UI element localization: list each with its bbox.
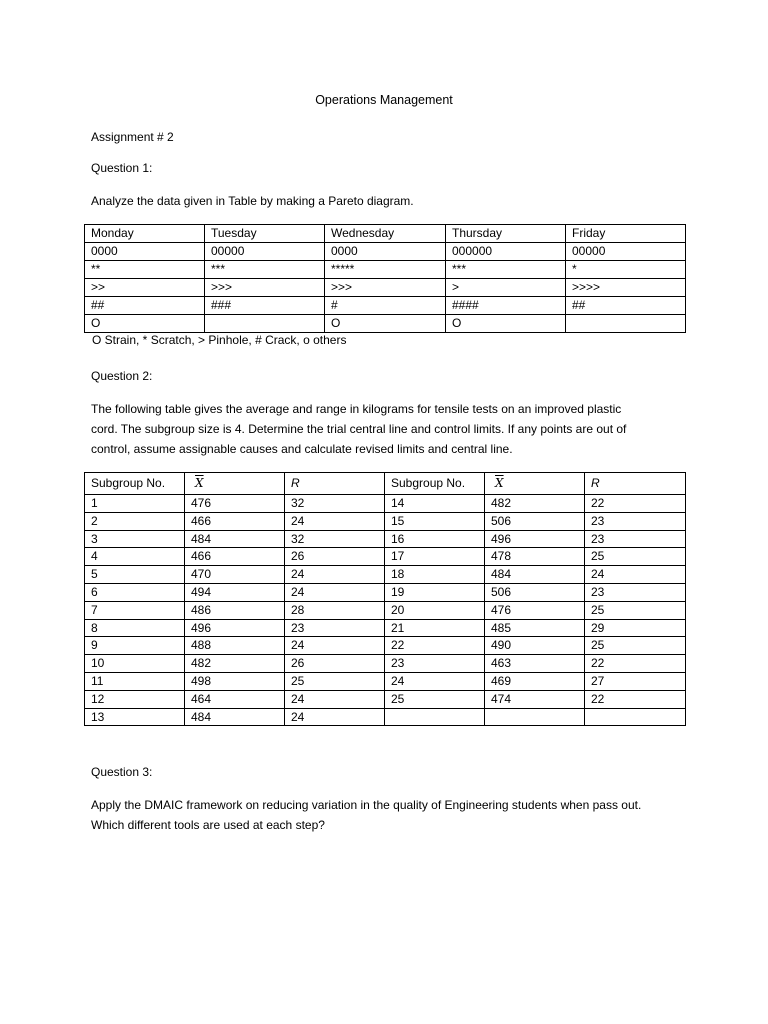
table-cell: 25 <box>585 601 686 619</box>
table-cell: 00000 <box>205 243 325 261</box>
header-cell-xbar <box>485 473 585 495</box>
control-chart-data-table <box>84 472 686 726</box>
table-cell: 484 <box>185 530 285 548</box>
table-cell: >> <box>85 279 205 297</box>
table-cell: 10 <box>85 655 185 673</box>
range-symbol: R <box>591 476 600 490</box>
table-cell: 16 <box>385 530 485 548</box>
question-1-heading: Question 1: <box>91 161 153 175</box>
table-cell: 490 <box>485 637 585 655</box>
header-cell: Tuesday <box>205 225 325 243</box>
table-cell: 496 <box>485 530 585 548</box>
table-cell: *** <box>205 261 325 279</box>
table-cell: 2 <box>85 512 185 530</box>
table-cell: O <box>446 315 566 333</box>
header-cell-subgroup: Subgroup No. <box>385 473 485 495</box>
table-cell: 24 <box>285 583 385 601</box>
table-cell: 23 <box>585 512 686 530</box>
table-cell: 3 <box>85 530 185 548</box>
table-cell: 24 <box>385 672 485 690</box>
table-row <box>85 690 686 708</box>
table-row <box>85 243 686 261</box>
table-cell: 29 <box>585 619 686 637</box>
question-3-heading: Question 3: <box>91 765 153 779</box>
table-cell: 1 <box>85 495 185 513</box>
table-cell: 23 <box>585 530 686 548</box>
table-cell: 476 <box>185 495 285 513</box>
table-cell: O <box>325 315 446 333</box>
table-cell: 28 <box>285 601 385 619</box>
question-2-prompt-line-1: The following table gives the average and range in kilograms for tensile tests on an improved plastic <box>91 402 622 416</box>
table-row <box>85 672 686 690</box>
header-cell-subgroup: Subgroup No. <box>85 473 185 495</box>
table-cell: 23 <box>385 655 485 673</box>
table-cell: 26 <box>285 655 385 673</box>
table-cell: 32 <box>285 495 385 513</box>
header-cell: Thursday <box>446 225 566 243</box>
table-cell: 25 <box>585 548 686 566</box>
pareto-legend: O Strain, * Scratch, > Pinhole, # Crack, o others <box>92 333 347 347</box>
table-cell: >>> <box>205 279 325 297</box>
table-cell: 484 <box>185 708 285 726</box>
header-cell: Friday <box>566 225 686 243</box>
table-cell <box>585 708 686 726</box>
table-row <box>85 708 686 726</box>
table-cell: 486 <box>185 601 285 619</box>
header-cell: Monday <box>85 225 205 243</box>
table-cell: 482 <box>185 655 285 673</box>
table-cell: 24 <box>285 690 385 708</box>
header-cell-range <box>585 473 686 495</box>
table-cell: >>> <box>325 279 446 297</box>
table-cell: 22 <box>385 637 485 655</box>
table-cell: 478 <box>485 548 585 566</box>
question-1-prompt: Analyze the data given in Table by making a Pareto diagram. <box>91 194 414 208</box>
table-cell: 23 <box>285 619 385 637</box>
table-cell: 25 <box>585 637 686 655</box>
table-cell <box>205 315 325 333</box>
table-row <box>85 315 686 333</box>
table-cell: 22 <box>585 655 686 673</box>
table-cell: 466 <box>185 548 285 566</box>
table-cell: 11 <box>85 672 185 690</box>
table-cell: 000000 <box>446 243 566 261</box>
table-cell: 26 <box>285 548 385 566</box>
table-header-row <box>85 225 686 243</box>
range-symbol: R <box>291 476 300 490</box>
question-2-prompt-line-2: cord. The subgroup size is 4. Determine the trial central line and control limits. If any points are out of <box>91 422 627 436</box>
table-cell: 22 <box>585 495 686 513</box>
table-cell: *** <box>446 261 566 279</box>
document-title: Operations Management <box>315 93 453 107</box>
table-row <box>85 637 686 655</box>
header-cell: Wednesday <box>325 225 446 243</box>
table-row <box>85 655 686 673</box>
table-header-row <box>85 473 686 495</box>
table-cell: 32 <box>285 530 385 548</box>
table-cell <box>485 708 585 726</box>
table-cell: 506 <box>485 512 585 530</box>
table-cell: 24 <box>285 637 385 655</box>
table-cell: 14 <box>385 495 485 513</box>
table-cell: 496 <box>185 619 285 637</box>
table-cell: 12 <box>85 690 185 708</box>
table-cell: 0000 <box>85 243 205 261</box>
table-cell: 24 <box>285 566 385 584</box>
table-cell: 24 <box>285 512 385 530</box>
table-cell: 469 <box>485 672 585 690</box>
table-cell: 23 <box>585 583 686 601</box>
table-cell: ***** <box>325 261 446 279</box>
table-cell: 15 <box>385 512 485 530</box>
table-cell: 494 <box>185 583 285 601</box>
pareto-data-table <box>84 224 686 333</box>
table-cell: ## <box>566 297 686 315</box>
table-cell: 466 <box>185 512 285 530</box>
table-cell: 463 <box>485 655 585 673</box>
table-cell: 488 <box>185 637 285 655</box>
table-cell: 6 <box>85 583 185 601</box>
table-row <box>85 261 686 279</box>
table-row <box>85 530 686 548</box>
table-cell: > <box>446 279 566 297</box>
table-cell: ** <box>85 261 205 279</box>
table-cell: 27 <box>585 672 686 690</box>
table-cell: 482 <box>485 495 585 513</box>
table-cell: 17 <box>385 548 485 566</box>
table-cell <box>385 708 485 726</box>
table-row <box>85 619 686 637</box>
table-cell <box>566 315 686 333</box>
header-cell-xbar <box>185 473 285 495</box>
table-row <box>85 548 686 566</box>
table-cell: 5 <box>85 566 185 584</box>
question-2-prompt-line-3: control, assume assignable causes and calculate revised limits and central line. <box>91 442 513 456</box>
table-cell: 7 <box>85 601 185 619</box>
xbar-symbol: $\overline{X}$ <box>195 476 204 490</box>
table-cell: 476 <box>485 601 585 619</box>
table-cell: ## <box>85 297 205 315</box>
table-cell: O <box>85 315 205 333</box>
table-cell: 8 <box>85 619 185 637</box>
table-cell: 25 <box>385 690 485 708</box>
table-cell: 9 <box>85 637 185 655</box>
table-cell: 13 <box>85 708 185 726</box>
table-cell: 0000 <box>325 243 446 261</box>
table-cell: 464 <box>185 690 285 708</box>
header-cell-range <box>285 473 385 495</box>
table-row <box>85 583 686 601</box>
assignment-label: Assignment # 2 <box>91 130 174 144</box>
table-row <box>85 279 686 297</box>
table-cell: 24 <box>285 708 385 726</box>
table-cell: 25 <box>285 672 385 690</box>
table-cell: 470 <box>185 566 285 584</box>
table-row <box>85 512 686 530</box>
table-row <box>85 566 686 584</box>
table-cell: 484 <box>485 566 585 584</box>
table-cell: 24 <box>585 566 686 584</box>
table-row <box>85 495 686 513</box>
table-cell: 00000 <box>566 243 686 261</box>
question-2-heading: Question 2: <box>91 369 153 383</box>
question-3-prompt-line-1: Apply the DMAIC framework on reducing variation in the quality of Engineering students when pass out. <box>91 798 642 812</box>
table-cell: >>>> <box>566 279 686 297</box>
xbar-symbol: $\overline{X}$ <box>495 476 504 490</box>
table-cell: 18 <box>385 566 485 584</box>
table-row <box>85 297 686 315</box>
table-cell: 4 <box>85 548 185 566</box>
table-cell: 506 <box>485 583 585 601</box>
table-cell: 485 <box>485 619 585 637</box>
table-cell: 498 <box>185 672 285 690</box>
table-row <box>85 601 686 619</box>
table-cell: 21 <box>385 619 485 637</box>
table-cell: 20 <box>385 601 485 619</box>
table-cell: 19 <box>385 583 485 601</box>
table-cell: 22 <box>585 690 686 708</box>
table-cell: ### <box>205 297 325 315</box>
table-cell: #### <box>446 297 566 315</box>
table-cell: 474 <box>485 690 585 708</box>
table-cell: * <box>566 261 686 279</box>
table-cell: # <box>325 297 446 315</box>
question-3-prompt-line-2: Which different tools are used at each step? <box>91 818 325 832</box>
